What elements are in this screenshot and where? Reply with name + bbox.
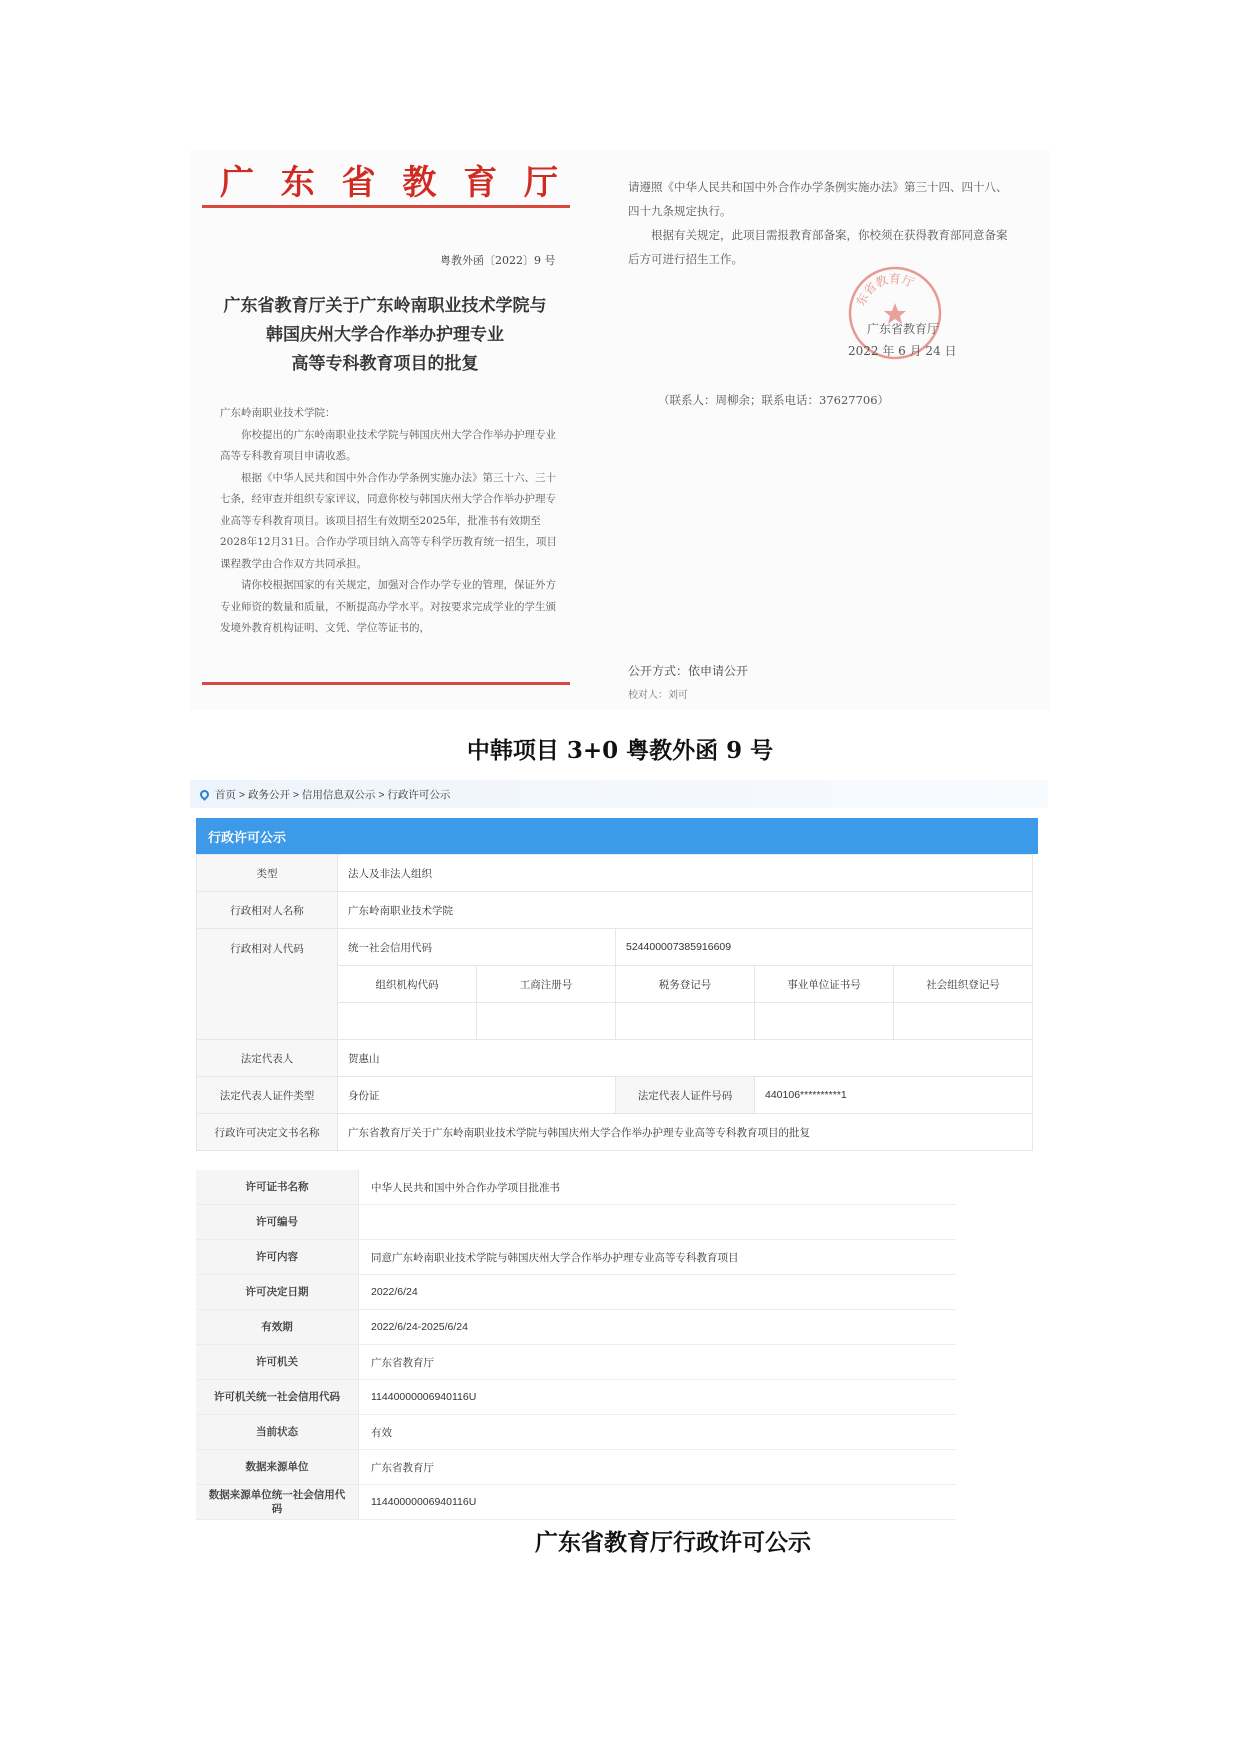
- row-label: 法定代表人: [197, 1040, 338, 1077]
- letter-paragraph: 请遵照《中华人民共和国中外合作办学条例实施办法》第三十四、四十八、四十九条规定执行。: [628, 180, 1008, 218]
- row-value: 同意广东岭南职业技术学院与韩国庆州大学合作举办护理专业高等专科教育项目: [359, 1240, 957, 1275]
- disclosure-method: 公开方式：依申请公开: [628, 664, 749, 678]
- letterhead-char: 厅: [523, 163, 560, 203]
- letter-contact: （联系人：周柳余；联系电话：37627706）: [658, 393, 890, 407]
- letterhead-char: 广: [220, 163, 256, 203]
- table-row: [196, 1345, 956, 1380]
- breadcrumb-text[interactable]: 首页 > 政务公开 > 信用信息双公示 > 行政许可公示: [215, 788, 451, 801]
- row-value: 广东省教育厅: [359, 1345, 957, 1380]
- credit-code-label: 统一社会信用代码: [338, 929, 616, 966]
- row-value: 有效: [359, 1415, 957, 1450]
- row-label: 行政许可决定文书名称: [197, 1114, 338, 1151]
- letter-title-line: 广东省教育厅关于广东岭南职业技术学院与: [223, 296, 547, 316]
- table-row: [196, 1450, 956, 1485]
- letter-paragraph: 你校提出的广东岭南职业技术学院与韩国庆州大学合作举办护理专业高等专科教育项目申请收悉。: [220, 428, 556, 462]
- svg-text:东省教育厅: [854, 271, 917, 308]
- table-row: [196, 1380, 956, 1415]
- credit-code-value: 524400007385916609: [616, 929, 1033, 966]
- letter-title-line: 高等专科教育项目的批复: [291, 354, 479, 374]
- section-title-bar: 行政许可公示: [196, 818, 1038, 854]
- row-label: 许可机关统一社会信用代码: [196, 1380, 359, 1415]
- row-label: 许可内容: [196, 1240, 359, 1275]
- breadcrumb: [190, 780, 1048, 808]
- table-row: [197, 855, 1033, 892]
- table-row: [197, 892, 1033, 929]
- row-value: 广东省教育厅关于广东岭南职业技术学院与韩国庆州大学合作举办护理专业高等专科教育项目的批复: [338, 1114, 1033, 1151]
- seal-ring-text: 东省教育厅: [853, 271, 917, 309]
- empty-cell: [616, 1003, 755, 1040]
- letterhead-char: 东: [280, 163, 317, 203]
- table-row: [196, 1415, 956, 1450]
- table-row: [197, 1114, 1033, 1151]
- row-value: [359, 1205, 957, 1240]
- sub-header: 工商注册号: [477, 966, 616, 1003]
- sub-header: 事业单位证书号: [755, 966, 894, 1003]
- row-value: 广东省教育厅: [359, 1450, 957, 1485]
- table-row: [196, 1240, 956, 1275]
- row-label: 类型: [197, 855, 338, 892]
- sub-header: 组织机构代码: [338, 966, 477, 1003]
- table-row: [196, 1275, 956, 1310]
- row-value: 中华人民共和国中外合作办学项目批准书: [359, 1170, 957, 1205]
- letter-footer-red-rule: [202, 682, 570, 685]
- table-row: [197, 1077, 1033, 1114]
- document-number: 粤教外函〔2022〕9 号: [440, 254, 556, 267]
- row-value: 2022/6/24-2025/6/24: [359, 1310, 957, 1345]
- letter-paragraph: 请你校根据国家的有关规定，加强对合作办学专业的管理，保证外方专业师资的数量和质量，不断提高办学水平。对按要求完成学业的学生颁发境外教育机构证明、文凭、学位等证书的，: [220, 579, 556, 634]
- sub-header: 税务登记号: [616, 966, 755, 1003]
- empty-cell: [477, 1003, 616, 1040]
- table-row: [196, 1310, 956, 1345]
- scanned-approval-letter: [190, 150, 1050, 710]
- caption-publicity: 广东省教育厅行政许可公示: [535, 1529, 811, 1556]
- table-row: [197, 929, 1033, 966]
- row-label: 许可机关: [196, 1345, 359, 1380]
- row-value: 广东岭南职业技术学院: [338, 892, 1033, 929]
- letterhead-red-rule: [202, 205, 570, 208]
- license-publicity-webpage: [190, 780, 1048, 1151]
- row-value: 身份证: [338, 1077, 616, 1114]
- seal-issuer-name: 广东省教育厅: [867, 322, 940, 336]
- license-subject-table: [196, 854, 1033, 1151]
- row-label: 法定代表人证件号码: [616, 1077, 755, 1114]
- row-label: 法定代表人证件类型: [197, 1077, 338, 1114]
- letter-title-line: 韩国庆州大学合作举办护理专业: [266, 325, 504, 345]
- license-detail-table: [196, 1170, 956, 1520]
- row-label: 当前状态: [196, 1415, 359, 1450]
- row-label: 数据来源单位统一社会信用代码: [196, 1485, 359, 1520]
- row-label: 数据来源单位: [196, 1450, 359, 1485]
- empty-cell: [894, 1003, 1033, 1040]
- letter-date: 2022 年 6 月 24 日: [848, 344, 957, 358]
- license-detail-table-wrap: [196, 1170, 956, 1520]
- caption-letter: 中韩项目 3+0 粤教外函 9 号: [466, 737, 774, 764]
- letterhead-char: 省: [341, 163, 378, 203]
- letter-body-right: [628, 175, 1008, 271]
- letter-body-left: [220, 403, 565, 640]
- row-label: 许可决定日期: [196, 1275, 359, 1310]
- row-label: 许可证书名称: [196, 1170, 359, 1205]
- row-value: 11440000006940116U: [359, 1380, 957, 1415]
- sub-header: 社会组织登记号: [894, 966, 1033, 1003]
- table-row: [197, 1040, 1033, 1077]
- letter-title: [190, 292, 580, 379]
- table-row: [196, 1485, 956, 1520]
- row-label: 有效期: [196, 1310, 359, 1345]
- row-value: 贺惠山: [338, 1040, 1033, 1077]
- location-pin-icon: [198, 788, 211, 801]
- row-label: 许可编号: [196, 1205, 359, 1240]
- row-value: 法人及非法人组织: [338, 855, 1033, 892]
- letterhead-char: 教: [402, 163, 439, 203]
- row-label: 行政相对人名称: [197, 892, 338, 929]
- letter-paragraph: 根据《中华人民共和国中外合作办学条例实施办法》第三十六、三十七条，经审查并组织专家评议，同意你校与韩国庆州大学合作举办护理专业高等专科教育项目。该项目招生有效期至2025年，批准书有效期至2028年12月31日。合作办学项目纳入高等专科学历教育统一招生，项目课程教学由合作双方共同承担。: [220, 471, 557, 570]
- letter-paragraph: 根据有关规定，此项目需报教育部备案，你校须在获得教育部同意备案后方可进行招生工作。: [628, 228, 1008, 266]
- table-row: [196, 1170, 956, 1205]
- row-label: 行政相对人代码: [197, 929, 338, 1040]
- table-row: [196, 1205, 956, 1240]
- empty-cell: [338, 1003, 477, 1040]
- row-value: 440106**********1: [755, 1077, 1033, 1114]
- row-value: 2022/6/24: [359, 1275, 957, 1310]
- proofreader: 校对人：刘可: [628, 690, 688, 701]
- letterhead-char: 育: [463, 163, 500, 203]
- empty-cell: [755, 1003, 894, 1040]
- letterhead: [220, 155, 560, 204]
- letter-salutation: 广东岭南职业技术学院：: [220, 407, 336, 419]
- row-value: 11440000006940116U: [359, 1485, 957, 1520]
